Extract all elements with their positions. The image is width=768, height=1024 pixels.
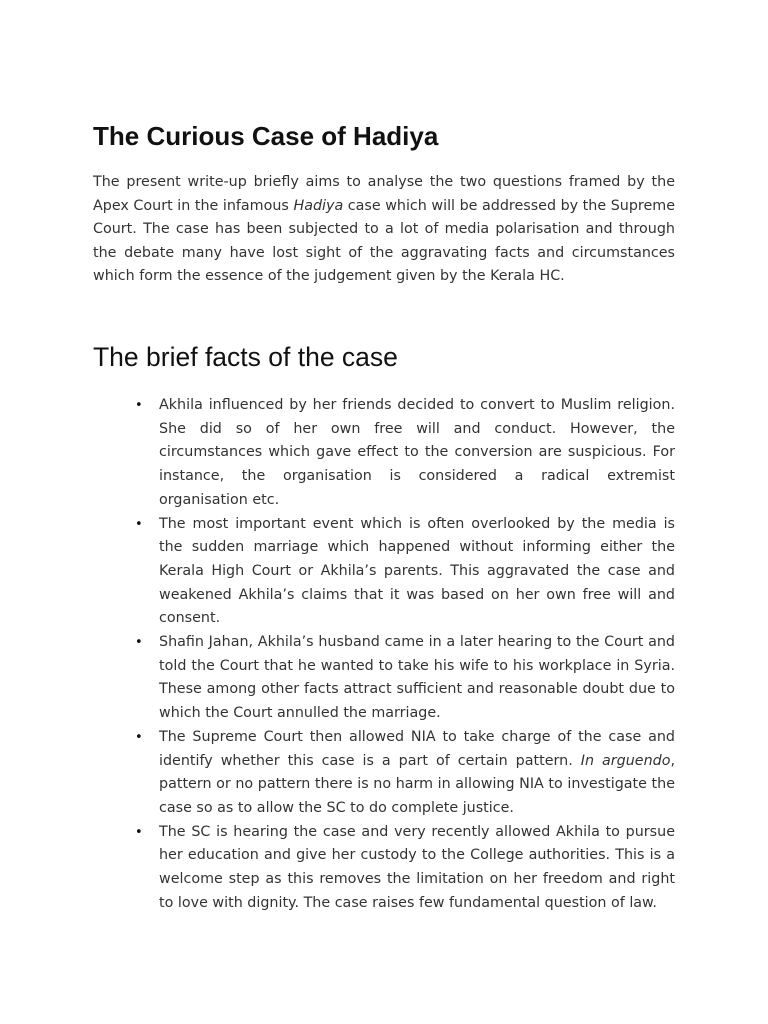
intro-paragraph [93, 171, 675, 289]
fact-emphasis: In arguendo [580, 752, 671, 769]
section-heading: The brief facts of the case [93, 342, 398, 372]
fact-text: The most important event which is often overlooked by the media is the sudden marriage which happened without informing either the Kerala High Court or Akhila’s parents. This aggravated the case and weakened Akhila’s claims that it was based on her own free will and consent. [159, 515, 675, 627]
bullet-icon: • [135, 635, 143, 651]
bullet-icon: • [135, 729, 143, 745]
fact-text: The SC is hearing the case and very recently allowed Akhila to pursue her education and give her custody to the College authorities. This is a welcome step as this removes the limitation on her freedom and right to love with dignity. The case raises few fundamental question of law. [159, 823, 675, 911]
fact-text-before: The Supreme Court then allowed NIA to take charge of the case and identify whether this case is a part of certain pattern. [159, 728, 675, 769]
bullet-icon: • [135, 398, 143, 413]
intro-text-part1: The present write-up briefly aims to analyse the two questions framed by the Apex Court in the infamous [93, 174, 675, 214]
page-title: The Curious Case of Hadiya [93, 121, 439, 151]
fact-item-5 [135, 821, 675, 916]
intro-case-name: Hadiya [293, 197, 344, 214]
intro-text-part2: case which will be addressed by the Supreme Court. The case has been subjected to a lot of media polarisation and through the debate many have lost sight of the aggravating facts and circumstances which form the essence of the judgement given by the Kerala HC. [93, 197, 675, 285]
fact-text: Akhila influenced by her friends decided to convert to Muslim religion. She did so of her own free will and conduct. However, the circumstances which gave effect to the conversion are suspicious. For instance, the organisation is considered a radical extremist organisation etc. [159, 397, 675, 508]
fact-item-2 [135, 513, 675, 632]
bullet-icon: • [135, 824, 143, 840]
fact-item-3 [135, 631, 675, 726]
fact-item-1 [135, 394, 675, 513]
fact-text: Shafin Jahan, Akhila’s husband came in a later hearing to the Court and told the Court that he wanted to take his wife to his workplace in Syria. These among other facts attract sufficient and reasonable doubt due to which the Court annulled the marriage. [159, 634, 675, 722]
fact-text-after: , pattern or no pattern there is no harm in allowing NIA to investigate the case so as to allow the SC to do complete justice. [159, 752, 675, 816]
bullet-icon: • [135, 516, 143, 532]
facts-list [135, 394, 675, 915]
fact-item-4 [135, 726, 675, 821]
